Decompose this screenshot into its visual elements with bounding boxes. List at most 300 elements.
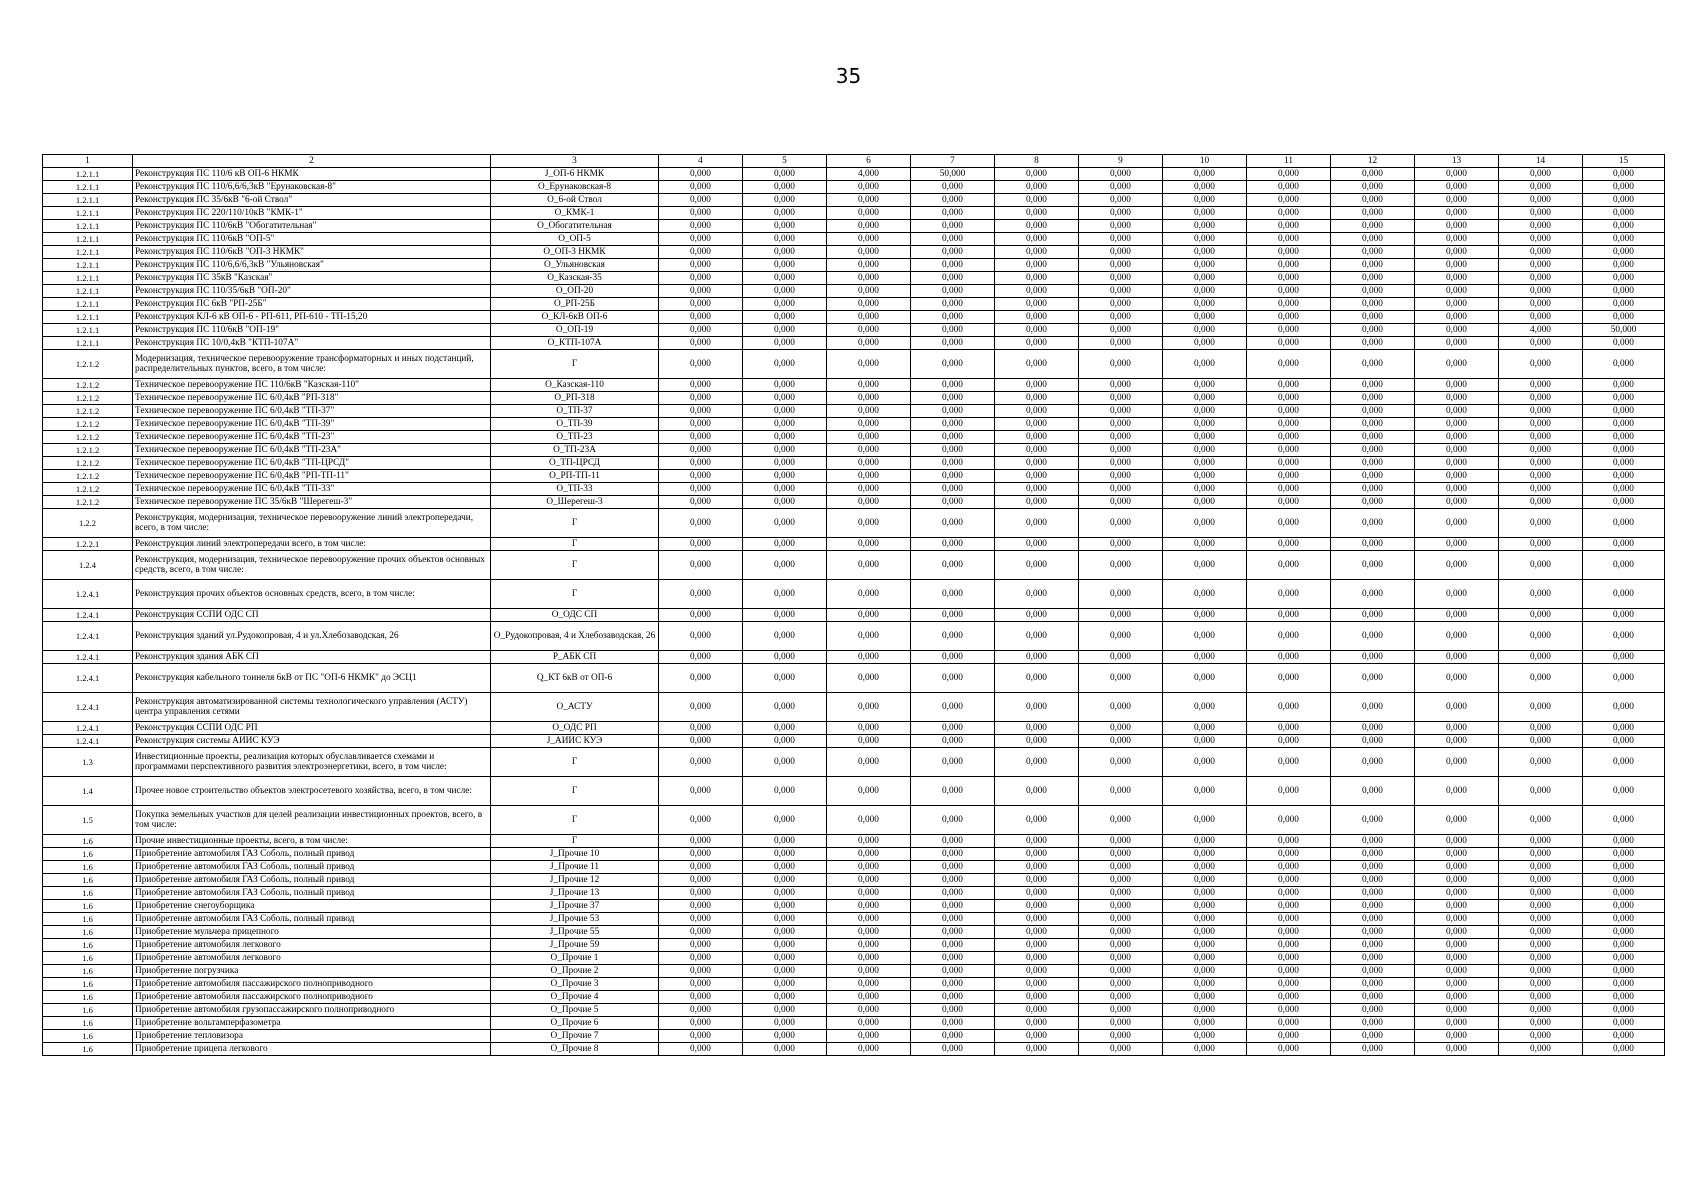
row-code: 1.2.1.1 — [43, 246, 133, 259]
row-name: Реконструкция автоматизированной системы технологического управления (АСТУ) центра управления сетями — [133, 693, 491, 722]
value-cell: 0,000 — [1079, 194, 1163, 207]
row-id: J_Прочие 37 — [491, 900, 659, 913]
value-cell: 0,000 — [743, 431, 827, 444]
value-cell: 0,000 — [1247, 939, 1331, 952]
value-cell: 0,000 — [659, 444, 743, 457]
value-cell: 0,000 — [1079, 431, 1163, 444]
value-cell: 0,000 — [659, 900, 743, 913]
value-cell: 0,000 — [1163, 220, 1247, 233]
row-name: Техническое перевооружение ПС 6/0,4кВ "ТП-23" — [133, 431, 491, 444]
value-cell: 0,000 — [1247, 1004, 1331, 1017]
row-name: Техническое перевооружение ПС 6/0,4кВ "ТП-23А" — [133, 444, 491, 457]
value-cell: 0,000 — [743, 405, 827, 418]
value-cell: 0,000 — [1247, 848, 1331, 861]
value-cell: 0,000 — [911, 874, 995, 887]
value-cell: 0,000 — [827, 538, 911, 551]
table-row — [43, 538, 1665, 551]
value-cell: 50,000 — [911, 168, 995, 181]
row-name: Реконструкция здания АБК СП — [133, 651, 491, 664]
value-cell: 0,000 — [743, 748, 827, 777]
value-cell: 0,000 — [1331, 551, 1415, 580]
column-header: 3 — [491, 155, 659, 168]
value-cell: 0,000 — [659, 220, 743, 233]
value-cell: 0,000 — [1247, 806, 1331, 835]
value-cell: 0,000 — [1163, 748, 1247, 777]
value-cell: 0,000 — [659, 194, 743, 207]
table-row — [43, 913, 1665, 926]
row-id: О_РП-318 — [491, 392, 659, 405]
table-row — [43, 848, 1665, 861]
value-cell: 0,000 — [1415, 538, 1499, 551]
value-cell: 0,000 — [1331, 580, 1415, 609]
table-row — [43, 246, 1665, 259]
value-cell: 0,000 — [827, 1004, 911, 1017]
value-cell: 0,000 — [827, 806, 911, 835]
value-cell: 0,000 — [1079, 496, 1163, 509]
table-row — [43, 509, 1665, 538]
value-cell: 0,000 — [995, 722, 1079, 735]
value-cell: 0,000 — [1079, 1004, 1163, 1017]
value-cell: 0,000 — [995, 887, 1079, 900]
row-name: Техническое перевооружение ПС 6/0,4кВ "ТП-37" — [133, 405, 491, 418]
value-cell: 0,000 — [743, 580, 827, 609]
value-cell: 0,000 — [1163, 285, 1247, 298]
row-name: Техническое перевооружение ПС 6/0,4кВ "ТП-33" — [133, 483, 491, 496]
value-cell: 0,000 — [827, 496, 911, 509]
value-cell: 0,000 — [827, 748, 911, 777]
value-cell: 0,000 — [995, 181, 1079, 194]
value-cell: 0,000 — [995, 580, 1079, 609]
row-id: О_Прочие 5 — [491, 1004, 659, 1017]
value-cell: 0,000 — [995, 246, 1079, 259]
row-id: О_КТП-107А — [491, 337, 659, 350]
value-cell: 0,000 — [743, 806, 827, 835]
value-cell: 0,000 — [1163, 1043, 1247, 1056]
value-cell: 0,000 — [659, 735, 743, 748]
column-header: 8 — [995, 155, 1079, 168]
value-cell: 0,000 — [1163, 693, 1247, 722]
row-name: Реконструкция ССПИ ОДС СП — [133, 609, 491, 622]
value-cell: 0,000 — [1415, 181, 1499, 194]
value-cell: 0,000 — [827, 272, 911, 285]
value-cell: 0,000 — [1163, 444, 1247, 457]
value-cell: 0,000 — [1163, 978, 1247, 991]
row-name: Приобретение погрузчика — [133, 965, 491, 978]
value-cell: 0,000 — [911, 609, 995, 622]
value-cell: 0,000 — [743, 298, 827, 311]
row-name: Приобретение вольтамперфазометра — [133, 1017, 491, 1030]
value-cell: 0,000 — [1331, 207, 1415, 220]
row-id: О_6-ой Ствол — [491, 194, 659, 207]
value-cell: 0,000 — [659, 233, 743, 246]
value-cell: 0,000 — [995, 835, 1079, 848]
value-cell: 0,000 — [1331, 392, 1415, 405]
value-cell: 0,000 — [659, 926, 743, 939]
column-header: 7 — [911, 155, 995, 168]
value-cell: 0,000 — [827, 470, 911, 483]
row-id: J_Прочие 11 — [491, 861, 659, 874]
table-row — [43, 735, 1665, 748]
table-row — [43, 1043, 1665, 1056]
value-cell: 0,000 — [1079, 509, 1163, 538]
value-cell: 0,000 — [1583, 777, 1665, 806]
value-cell: 0,000 — [743, 350, 827, 379]
value-cell: 0,000 — [1499, 392, 1583, 405]
value-cell: 0,000 — [743, 207, 827, 220]
table-row — [43, 887, 1665, 900]
value-cell: 0,000 — [827, 298, 911, 311]
value-cell: 0,000 — [1415, 220, 1499, 233]
row-code: 1.2.1.1 — [43, 220, 133, 233]
value-cell: 0,000 — [1499, 298, 1583, 311]
value-cell: 0,000 — [1079, 181, 1163, 194]
value-cell: 0,000 — [1583, 1017, 1665, 1030]
value-cell: 0,000 — [1583, 168, 1665, 181]
row-name: Реконструкция ПС 110/6 кВ ОП-6 НКМК — [133, 168, 491, 181]
table-row — [43, 651, 1665, 664]
value-cell: 0,000 — [1499, 483, 1583, 496]
value-cell: 0,000 — [1499, 551, 1583, 580]
row-code: 1.2.4.1 — [43, 651, 133, 664]
row-name: Приобретение автомобиля грузопассажирского полноприводного — [133, 1004, 491, 1017]
value-cell: 0,000 — [995, 965, 1079, 978]
row-name: Реконструкция ПС 220/110/10кВ "КМК-1" — [133, 207, 491, 220]
value-cell: 0,000 — [911, 285, 995, 298]
row-id: J_Прочие 55 — [491, 926, 659, 939]
row-name: Техническое перевооружение ПС 6/0,4кВ "РП-ТП-11" — [133, 470, 491, 483]
value-cell: 0,000 — [995, 444, 1079, 457]
value-cell: 0,000 — [827, 900, 911, 913]
value-cell: 0,000 — [827, 457, 911, 470]
value-cell: 0,000 — [1331, 311, 1415, 324]
value-cell: 0,000 — [743, 285, 827, 298]
row-name: Реконструкция, модернизация, техническое перевооружение прочих объектов основных средств, всего, в том числе: — [133, 551, 491, 580]
value-cell: 0,000 — [827, 722, 911, 735]
value-cell: 0,000 — [911, 246, 995, 259]
value-cell: 0,000 — [1415, 861, 1499, 874]
row-code: 1.2.1.1 — [43, 298, 133, 311]
value-cell: 0,000 — [1247, 1030, 1331, 1043]
table-row — [43, 259, 1665, 272]
value-cell: 0,000 — [1079, 609, 1163, 622]
value-cell: 0,000 — [743, 874, 827, 887]
value-cell: 0,000 — [743, 1004, 827, 1017]
value-cell: 0,000 — [1583, 926, 1665, 939]
value-cell: 0,000 — [1163, 272, 1247, 285]
value-cell: 0,000 — [743, 220, 827, 233]
value-cell: 0,000 — [1583, 379, 1665, 392]
value-cell: 0,000 — [1079, 207, 1163, 220]
row-id: О_Прочие 1 — [491, 952, 659, 965]
row-code: 1.2.1.1 — [43, 207, 133, 220]
value-cell: 0,000 — [1415, 311, 1499, 324]
value-cell: 0,000 — [911, 298, 995, 311]
value-cell: 0,000 — [1331, 181, 1415, 194]
value-cell: 0,000 — [743, 1043, 827, 1056]
value-cell: 0,000 — [1583, 806, 1665, 835]
value-cell: 0,000 — [659, 939, 743, 952]
value-cell: 0,000 — [911, 978, 995, 991]
value-cell: 0,000 — [1247, 194, 1331, 207]
value-cell: 0,000 — [1583, 496, 1665, 509]
row-code: 1.6 — [43, 965, 133, 978]
value-cell: 0,000 — [1415, 509, 1499, 538]
value-cell: 0,000 — [743, 538, 827, 551]
table-row — [43, 939, 1665, 952]
value-cell: 0,000 — [1163, 246, 1247, 259]
value-cell: 0,000 — [1163, 324, 1247, 337]
row-id: J_Прочие 59 — [491, 939, 659, 952]
value-cell: 0,000 — [1163, 311, 1247, 324]
row-code: 1.6 — [43, 913, 133, 926]
value-cell: 0,000 — [911, 806, 995, 835]
table-row — [43, 418, 1665, 431]
value-cell: 0,000 — [995, 777, 1079, 806]
row-code: 1.2.1.2 — [43, 405, 133, 418]
value-cell: 0,000 — [1499, 874, 1583, 887]
value-cell: 0,000 — [1163, 168, 1247, 181]
value-cell: 0,000 — [911, 926, 995, 939]
value-cell: 0,000 — [995, 1004, 1079, 1017]
value-cell: 0,000 — [911, 965, 995, 978]
value-cell: 0,000 — [1247, 392, 1331, 405]
value-cell: 0,000 — [827, 418, 911, 431]
value-cell: 0,000 — [827, 1043, 911, 1056]
value-cell: 0,000 — [827, 431, 911, 444]
table-row — [43, 861, 1665, 874]
row-code: 1.6 — [43, 978, 133, 991]
value-cell: 0,000 — [743, 272, 827, 285]
value-cell: 0,000 — [1583, 418, 1665, 431]
value-cell: 0,000 — [1163, 991, 1247, 1004]
value-cell: 0,000 — [1499, 622, 1583, 651]
value-cell: 0,000 — [1583, 483, 1665, 496]
value-cell: 0,000 — [743, 913, 827, 926]
row-code: 1.4 — [43, 777, 133, 806]
value-cell: 0,000 — [659, 651, 743, 664]
value-cell: 0,000 — [995, 431, 1079, 444]
row-code: 1.2.1.2 — [43, 457, 133, 470]
value-cell: 0,000 — [911, 324, 995, 337]
value-cell: 0,000 — [827, 350, 911, 379]
value-cell: 0,000 — [911, 1030, 995, 1043]
row-id: О_ОП-19 — [491, 324, 659, 337]
value-cell: 0,000 — [1079, 748, 1163, 777]
value-cell: 0,000 — [743, 551, 827, 580]
value-cell: 0,000 — [743, 735, 827, 748]
value-cell: 0,000 — [1247, 311, 1331, 324]
value-cell: 0,000 — [1247, 470, 1331, 483]
value-cell: 0,000 — [743, 622, 827, 651]
row-id: J_Прочие 10 — [491, 848, 659, 861]
value-cell: 0,000 — [911, 991, 995, 1004]
row-id: О_ТП-39 — [491, 418, 659, 431]
value-cell: 0,000 — [659, 965, 743, 978]
value-cell: 0,000 — [1583, 509, 1665, 538]
value-cell: 0,000 — [1163, 848, 1247, 861]
value-cell: 0,000 — [827, 285, 911, 298]
value-cell: 0,000 — [1415, 887, 1499, 900]
value-cell: 0,000 — [1079, 168, 1163, 181]
value-cell: 0,000 — [1163, 1017, 1247, 1030]
value-cell: 0,000 — [1163, 861, 1247, 874]
value-cell: 0,000 — [1415, 457, 1499, 470]
value-cell: 0,000 — [743, 509, 827, 538]
value-cell: 0,000 — [1499, 1004, 1583, 1017]
value-cell: 0,000 — [995, 861, 1079, 874]
table-row — [43, 379, 1665, 392]
value-cell: 0,000 — [1499, 418, 1583, 431]
value-cell: 0,000 — [1331, 900, 1415, 913]
value-cell: 0,000 — [1583, 457, 1665, 470]
value-cell: 0,000 — [1499, 337, 1583, 350]
table-row — [43, 220, 1665, 233]
table-row — [43, 835, 1665, 848]
value-cell: 0,000 — [1079, 722, 1163, 735]
value-cell: 0,000 — [1163, 298, 1247, 311]
value-cell: 0,000 — [827, 483, 911, 496]
value-cell: 0,000 — [1583, 748, 1665, 777]
value-cell: 0,000 — [1499, 470, 1583, 483]
value-cell: 0,000 — [659, 580, 743, 609]
value-cell: 0,000 — [1247, 350, 1331, 379]
value-cell: 0,000 — [995, 194, 1079, 207]
value-cell: 0,000 — [1499, 259, 1583, 272]
row-name: Реконструкция зданий ул.Рудокопровая, 4 и ул.Хлебозаводская, 26 — [133, 622, 491, 651]
value-cell: 0,000 — [1499, 194, 1583, 207]
value-cell: 0,000 — [659, 272, 743, 285]
value-cell: 0,000 — [1415, 418, 1499, 431]
row-code: 1.2.1.2 — [43, 379, 133, 392]
value-cell: 0,000 — [743, 978, 827, 991]
value-cell: 0,000 — [1079, 965, 1163, 978]
value-cell: 0,000 — [1583, 551, 1665, 580]
value-cell: 0,000 — [827, 965, 911, 978]
value-cell: 0,000 — [1331, 405, 1415, 418]
value-cell: 0,000 — [1331, 806, 1415, 835]
column-header: 11 — [1247, 155, 1331, 168]
value-cell: 0,000 — [911, 350, 995, 379]
value-cell: 0,000 — [1247, 379, 1331, 392]
value-cell: 0,000 — [1079, 285, 1163, 298]
value-cell: 0,000 — [995, 168, 1079, 181]
value-cell: 0,000 — [1331, 1030, 1415, 1043]
row-id: О_Рудокопровая, 4 и Хлебозаводская, 26 — [491, 622, 659, 651]
value-cell: 0,000 — [1415, 806, 1499, 835]
value-cell: 0,000 — [827, 861, 911, 874]
value-cell: 0,000 — [911, 272, 995, 285]
value-cell: 0,000 — [1583, 651, 1665, 664]
value-cell: 0,000 — [827, 311, 911, 324]
value-cell: 0,000 — [659, 622, 743, 651]
value-cell: 0,000 — [995, 1017, 1079, 1030]
value-cell: 0,000 — [1079, 874, 1163, 887]
value-cell: 0,000 — [1247, 722, 1331, 735]
value-cell: 0,000 — [1247, 887, 1331, 900]
value-cell: 0,000 — [1079, 952, 1163, 965]
value-cell: 0,000 — [1163, 483, 1247, 496]
row-code: 1.2.1.2 — [43, 431, 133, 444]
value-cell: 4,000 — [1499, 324, 1583, 337]
value-cell: 0,000 — [995, 939, 1079, 952]
value-cell: 0,000 — [1331, 1004, 1415, 1017]
value-cell: 0,000 — [659, 483, 743, 496]
value-cell: 0,000 — [827, 405, 911, 418]
value-cell: 0,000 — [1247, 748, 1331, 777]
table-row — [43, 1004, 1665, 1017]
value-cell: 0,000 — [1079, 405, 1163, 418]
value-cell: 0,000 — [1415, 246, 1499, 259]
value-cell: 0,000 — [1499, 1043, 1583, 1056]
value-cell: 0,000 — [911, 777, 995, 806]
value-cell: 0,000 — [1499, 509, 1583, 538]
value-cell: 0,000 — [1499, 496, 1583, 509]
value-cell: 0,000 — [995, 298, 1079, 311]
table-row — [43, 444, 1665, 457]
value-cell: 0,000 — [659, 722, 743, 735]
row-name: Модернизация, техническое перевооружение трансформаторных и иных подстанций, распределительных пунктов, всего, в том числе: — [133, 350, 491, 379]
value-cell: 0,000 — [1163, 418, 1247, 431]
value-cell: 0,000 — [1079, 622, 1163, 651]
value-cell: 0,000 — [1331, 350, 1415, 379]
value-cell: 0,000 — [1415, 431, 1499, 444]
value-cell: 0,000 — [1583, 722, 1665, 735]
value-cell: 0,000 — [827, 233, 911, 246]
table-row — [43, 965, 1665, 978]
table-row — [43, 168, 1665, 181]
value-cell: 0,000 — [1331, 496, 1415, 509]
value-cell: 0,000 — [1583, 1043, 1665, 1056]
row-code: 1.2.4.1 — [43, 664, 133, 693]
row-id: Q_КТ 6кВ от ОП-6 — [491, 664, 659, 693]
value-cell: 0,000 — [1415, 874, 1499, 887]
value-cell: 0,000 — [659, 509, 743, 538]
value-cell: 0,000 — [1415, 1017, 1499, 1030]
row-name: Реконструкция ПС 10/0,4кВ "КТП-107А" — [133, 337, 491, 350]
value-cell: 0,000 — [1499, 939, 1583, 952]
value-cell: 0,000 — [911, 405, 995, 418]
value-cell: 0,000 — [911, 748, 995, 777]
value-cell: 0,000 — [995, 651, 1079, 664]
value-cell: 0,000 — [1415, 651, 1499, 664]
value-cell: 0,000 — [659, 324, 743, 337]
value-cell: 0,000 — [1247, 952, 1331, 965]
value-cell: 0,000 — [1331, 457, 1415, 470]
value-cell: 0,000 — [1331, 965, 1415, 978]
value-cell: 0,000 — [1079, 444, 1163, 457]
value-cell: 0,000 — [1583, 311, 1665, 324]
value-cell: 0,000 — [743, 496, 827, 509]
value-cell: 0,000 — [1583, 939, 1665, 952]
value-cell: 0,000 — [911, 233, 995, 246]
value-cell: 0,000 — [1415, 405, 1499, 418]
value-cell: 0,000 — [1415, 580, 1499, 609]
value-cell: 0,000 — [659, 298, 743, 311]
value-cell: 0,000 — [1247, 496, 1331, 509]
value-cell: 0,000 — [1079, 664, 1163, 693]
value-cell: 0,000 — [911, 848, 995, 861]
value-cell: 0,000 — [1499, 978, 1583, 991]
value-cell: 0,000 — [1079, 311, 1163, 324]
value-cell: 0,000 — [1583, 848, 1665, 861]
value-cell: 0,000 — [1583, 952, 1665, 965]
value-cell: 0,000 — [1247, 1017, 1331, 1030]
row-code: 1.2.1.1 — [43, 233, 133, 246]
value-cell: 0,000 — [1415, 259, 1499, 272]
value-cell: 0,000 — [995, 748, 1079, 777]
value-cell: 0,000 — [743, 693, 827, 722]
value-cell: 0,000 — [1331, 298, 1415, 311]
